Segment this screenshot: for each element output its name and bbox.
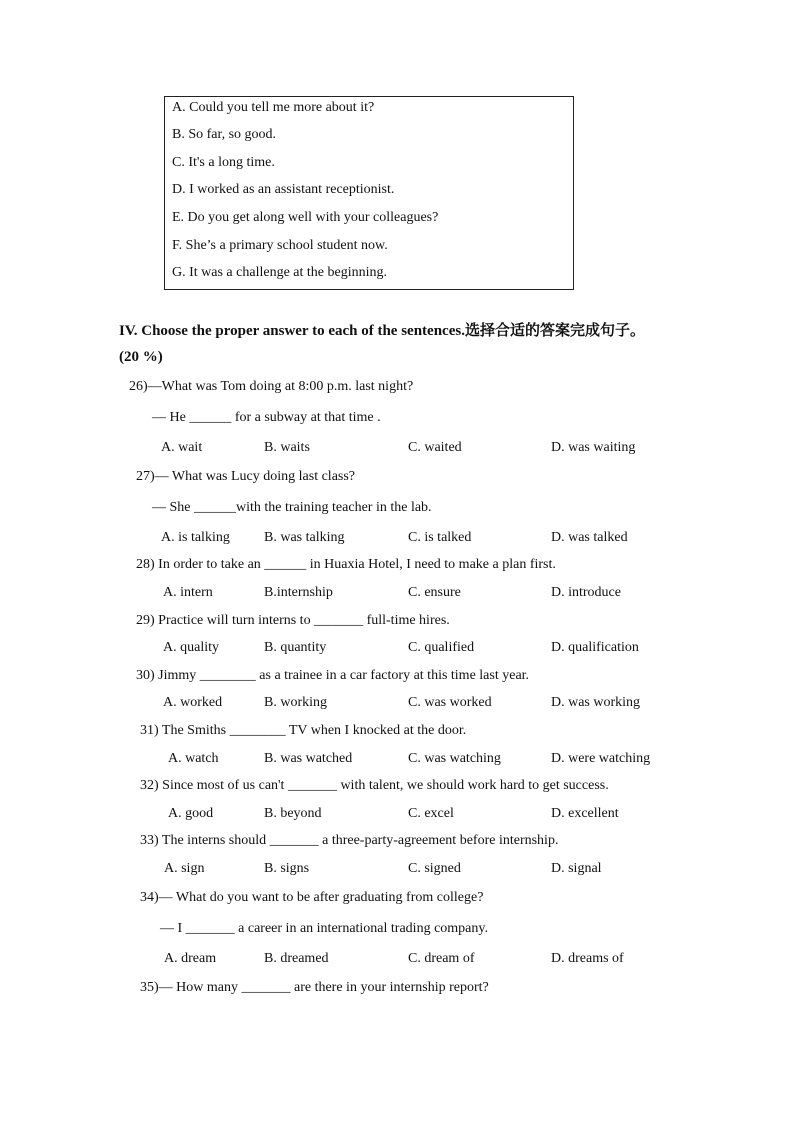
question-28-choice-d: D. introduce <box>551 585 621 600</box>
question-26-stem: 26)—What was Tom doing at 8:00 p.m. last night? <box>129 379 414 394</box>
question-34-choice-b: B. dreamed <box>264 951 329 966</box>
question-28-choice-b: B.internship <box>264 585 333 600</box>
question-27-choice-a: A. is talking <box>161 530 230 545</box>
question-31-stem: 31) The Smiths ________ TV when I knocked at the door. <box>140 723 467 738</box>
question-33-choice-a: A. sign <box>164 861 205 876</box>
question-29-choice-b: B. quantity <box>264 640 327 655</box>
box-option-b: B. So far, so good. <box>172 127 277 142</box>
question-28-choice-c: C. ensure <box>408 585 461 600</box>
question-34-choice-c: C. dream of <box>408 951 475 966</box>
question-34-stem: 34)— What do you want to be after graduating from college? <box>140 890 484 905</box>
question-33-stem: 33) The interns should _______ a three-party-agreement before internship. <box>140 833 559 848</box>
section-title-cn: 选择合适的答案完成句子。 <box>464 321 645 339</box>
box-option-a: A. Could you tell me more about it? <box>172 100 375 115</box>
question-28-choice-a: A. intern <box>163 585 213 600</box>
question-30-stem: 30) Jimmy ________ as a trainee in a car factory at this time last year. <box>136 668 530 683</box>
question-29-choice-c: C. qualified <box>408 640 475 655</box>
question-31-choice-c: C. was watching <box>408 751 501 766</box>
question-30-choice-d: D. was working <box>551 695 641 710</box>
question-34-choice-a: A. dream <box>164 951 217 966</box>
question-26-choice-b: B. waits <box>264 440 310 455</box>
question-32-choice-a: A. good <box>168 806 214 821</box>
answer-options-box <box>164 96 574 290</box>
question-32-choice-b: B. beyond <box>264 806 322 821</box>
question-34-choice-d: D. dreams of <box>551 951 624 966</box>
question-30-choice-a: A. worked <box>163 695 223 710</box>
question-31-choice-a: A. watch <box>168 751 219 766</box>
box-option-d: D. I worked as an assistant receptionist. <box>172 182 395 197</box>
question-33-choice-d: D. signal <box>551 861 602 876</box>
section-score: (20 %) <box>119 349 163 365</box>
question-31-choice-b: B. was watched <box>264 751 353 766</box>
question-27-reply: — She ______with the training teacher in the lab. <box>152 500 432 515</box>
question-26-reply: — He ______ for a subway at that time . <box>152 410 381 425</box>
box-option-g: G. It was a challenge at the beginning. <box>172 265 387 280</box>
box-option-f: F. She’s a primary school student now. <box>172 238 388 253</box>
question-26-choice-c: C. waited <box>408 440 462 455</box>
question-30-choice-b: B. working <box>264 695 327 710</box>
question-27-choice-d: D. was talked <box>551 530 628 545</box>
question-32-choice-c: C. excel <box>408 806 454 821</box>
question-34-reply: — I _______ a career in an international trading company. <box>160 921 488 936</box>
box-option-e: E. Do you get along well with your colleagues? <box>172 210 439 225</box>
section-heading <box>119 319 645 340</box>
question-32-stem: 32) Since most of us can't _______ with talent, we should work hard to get success. <box>140 778 609 793</box>
question-29-choice-d: D. qualification <box>551 640 639 655</box>
question-32-choice-d: D. excellent <box>551 806 619 821</box>
question-33-choice-c: C. signed <box>408 861 461 876</box>
question-35-stem: 35)— How many _______ are there in your internship report? <box>140 980 489 995</box>
question-33-choice-b: B. signs <box>264 861 310 876</box>
question-27-choice-b: B. was talking <box>264 530 345 545</box>
question-29-choice-a: A. quality <box>163 640 219 655</box>
section-title: IV. Choose the proper answer to each of the sentences. <box>119 323 465 339</box>
question-27-stem: 27)— What was Lucy doing last class? <box>136 469 356 484</box>
question-27-choice-c: C. is talked <box>408 530 472 545</box>
question-28-stem: 28) In order to take an ______ in Huaxia Hotel, I need to make a plan first. <box>136 557 556 572</box>
question-31-choice-d: D. were watching <box>551 751 651 766</box>
box-option-c: C. It's a long time. <box>172 155 275 170</box>
question-26-choice-a: A. wait <box>161 440 203 455</box>
question-30-choice-c: C. was worked <box>408 695 492 710</box>
question-26-choice-d: D. was waiting <box>551 440 636 455</box>
question-29-stem: 29) Practice will turn interns to _______ full-time hires. <box>136 613 450 628</box>
